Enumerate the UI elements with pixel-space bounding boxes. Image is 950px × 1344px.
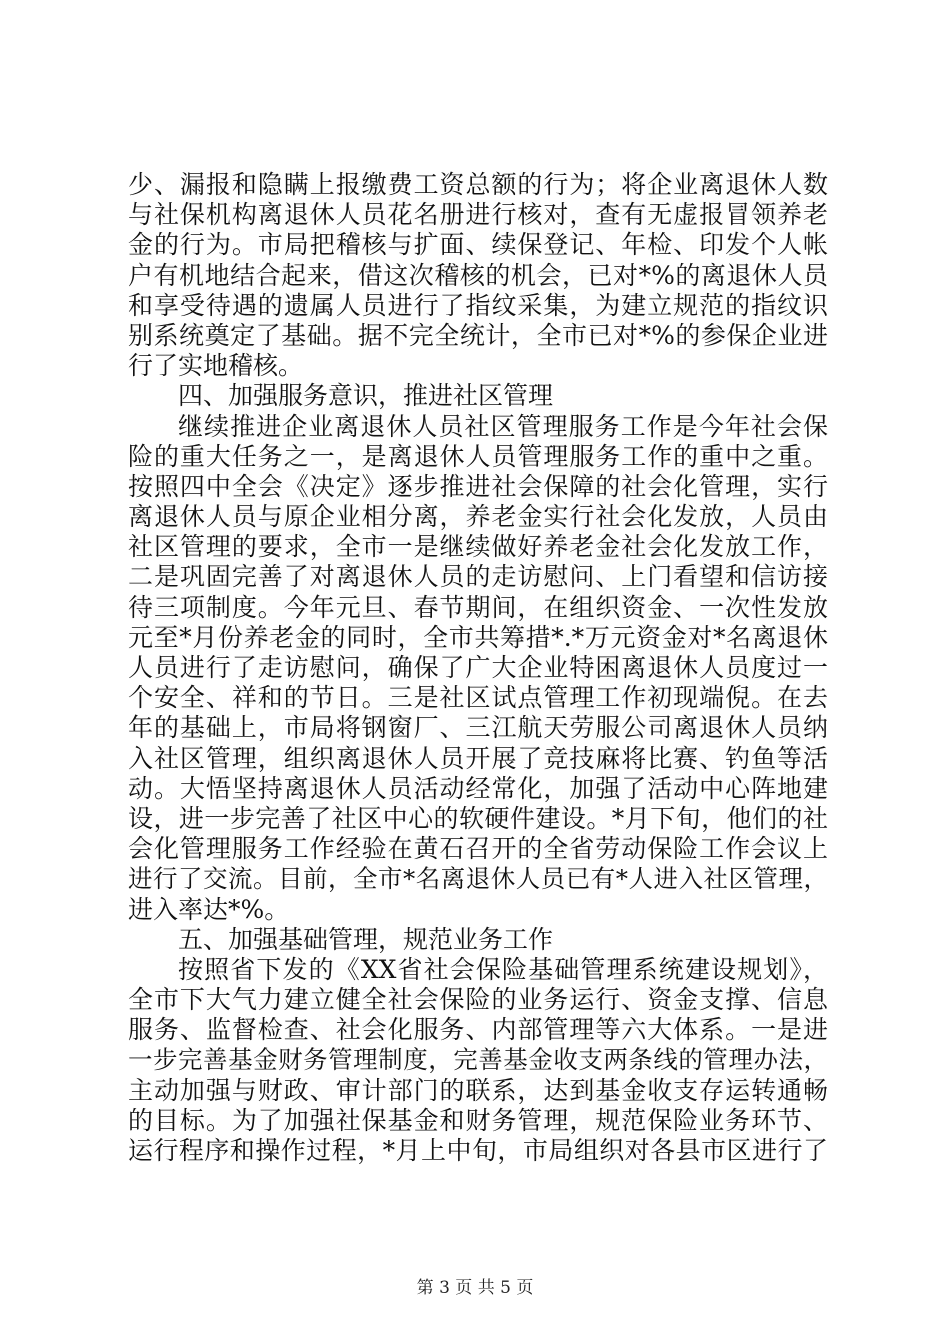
text-line: 人员进行了走访慰问，确保了广大企业特困离退休人员度过一 [128, 653, 828, 682]
text-line: 按照四中全会《决定》逐步推进社会保障的社会化管理，实行 [128, 471, 828, 501]
text-line: 少、漏报和隐瞒上报缴费工资总额的行为；将企业离退休人数 [128, 170, 828, 199]
text-line: 动。大悟坚持离退休人员活动经常化，加强了活动中心阵地建 [128, 773, 828, 803]
text-line: 社区管理的要求，全市一是继续做好养老金社会化发放工作， [128, 532, 828, 562]
text-line: 年的基础上，市局将钢窗厂、三江航天劳服公司离退休人员纳 [128, 713, 828, 743]
text-line: 离退休人员与原企业相分离，养老金实行社会化发放，人员由 [128, 502, 828, 532]
text-line: 行了实地稽核。 [128, 351, 304, 381]
text-line: 四、加强服务意识，推进社区管理 [178, 381, 554, 411]
text-line: 进行了交流。目前，全市*名离退休人员已有*人进入社区管理， [128, 864, 828, 894]
text-line: 别系统奠定了基础。据不完全统计，全市已对*%的参保企业进 [128, 320, 828, 350]
text-line: 继续推进企业离退休人员社区管理服务工作是今年社会保 [178, 411, 828, 441]
text-line: 五、加强基础管理，规范业务工作 [178, 924, 554, 954]
text-line: 元至*月份养老金的同时，全市共筹措*.*万元资金对*名离退休 [128, 622, 828, 652]
text-line: 全市下大气力建立健全社会保险的业务运行、资金支撑、信息 [128, 985, 828, 1015]
text-line: 主动加强与财政、审计部门的联系，达到基金收支存运转通畅 [128, 1075, 828, 1105]
text-line: 设，进一步完善了社区中心的软硬件建设。*月下旬，他们的社 [128, 803, 828, 833]
text-line: 待三项制度。今年元旦、春节期间，在组织资金、一次性发放 [128, 592, 828, 622]
text-line: 的目标。为了加强社保基金和财务管理，规范保险业务环节、 [128, 1105, 828, 1135]
text-line: 一步完善基金财务管理制度，完善基金收支两条线的管理办法， [128, 1045, 828, 1075]
document-body [128, 170, 828, 1166]
text-line: 险的重大任务之一，是离退休人员管理服务工作的重中之重。 [128, 441, 828, 471]
text-line: 按照省下发的《XX省社会保险基础管理系统建设规划》， [178, 954, 828, 984]
text-line: 和享受待遇的遗属人员进行了指纹采集，为建立规范的指纹识 [128, 290, 828, 320]
text-line: 服务、监督检查、社会化服务、内部管理等六大体系。一是进 [128, 1015, 828, 1045]
text-line: 会化管理服务工作经验在黄石召开的全省劳动保险工作会议上 [128, 834, 828, 864]
page-footer: 第 3 页 共 5 页 [416, 1278, 534, 1298]
text-line: 运行程序和操作过程，*月上中旬，市局组织对各县市区进行了 [128, 1136, 828, 1165]
text-line: 个安全、祥和的节日。三是社区试点管理工作初现端倪。在去 [128, 683, 828, 713]
text-line: 二是巩固完善了对离退休人员的走访慰问、上门看望和信访接 [128, 562, 828, 592]
text-line: 户有机地结合起来，借这次稽核的机会，已对*%的离退休人员 [128, 260, 828, 290]
text-line: 入社区管理，组织离退休人员开展了竞技麻将比赛、钓鱼等活 [128, 743, 828, 773]
text-line: 金的行为。市局把稽核与扩面、续保登记、年检、印发个人帐 [128, 230, 828, 260]
text-line: 进入率达*%。 [128, 894, 290, 924]
text-line: 与社保机构离退休人员花名册进行核对，查有无虚报冒领养老 [128, 200, 828, 230]
